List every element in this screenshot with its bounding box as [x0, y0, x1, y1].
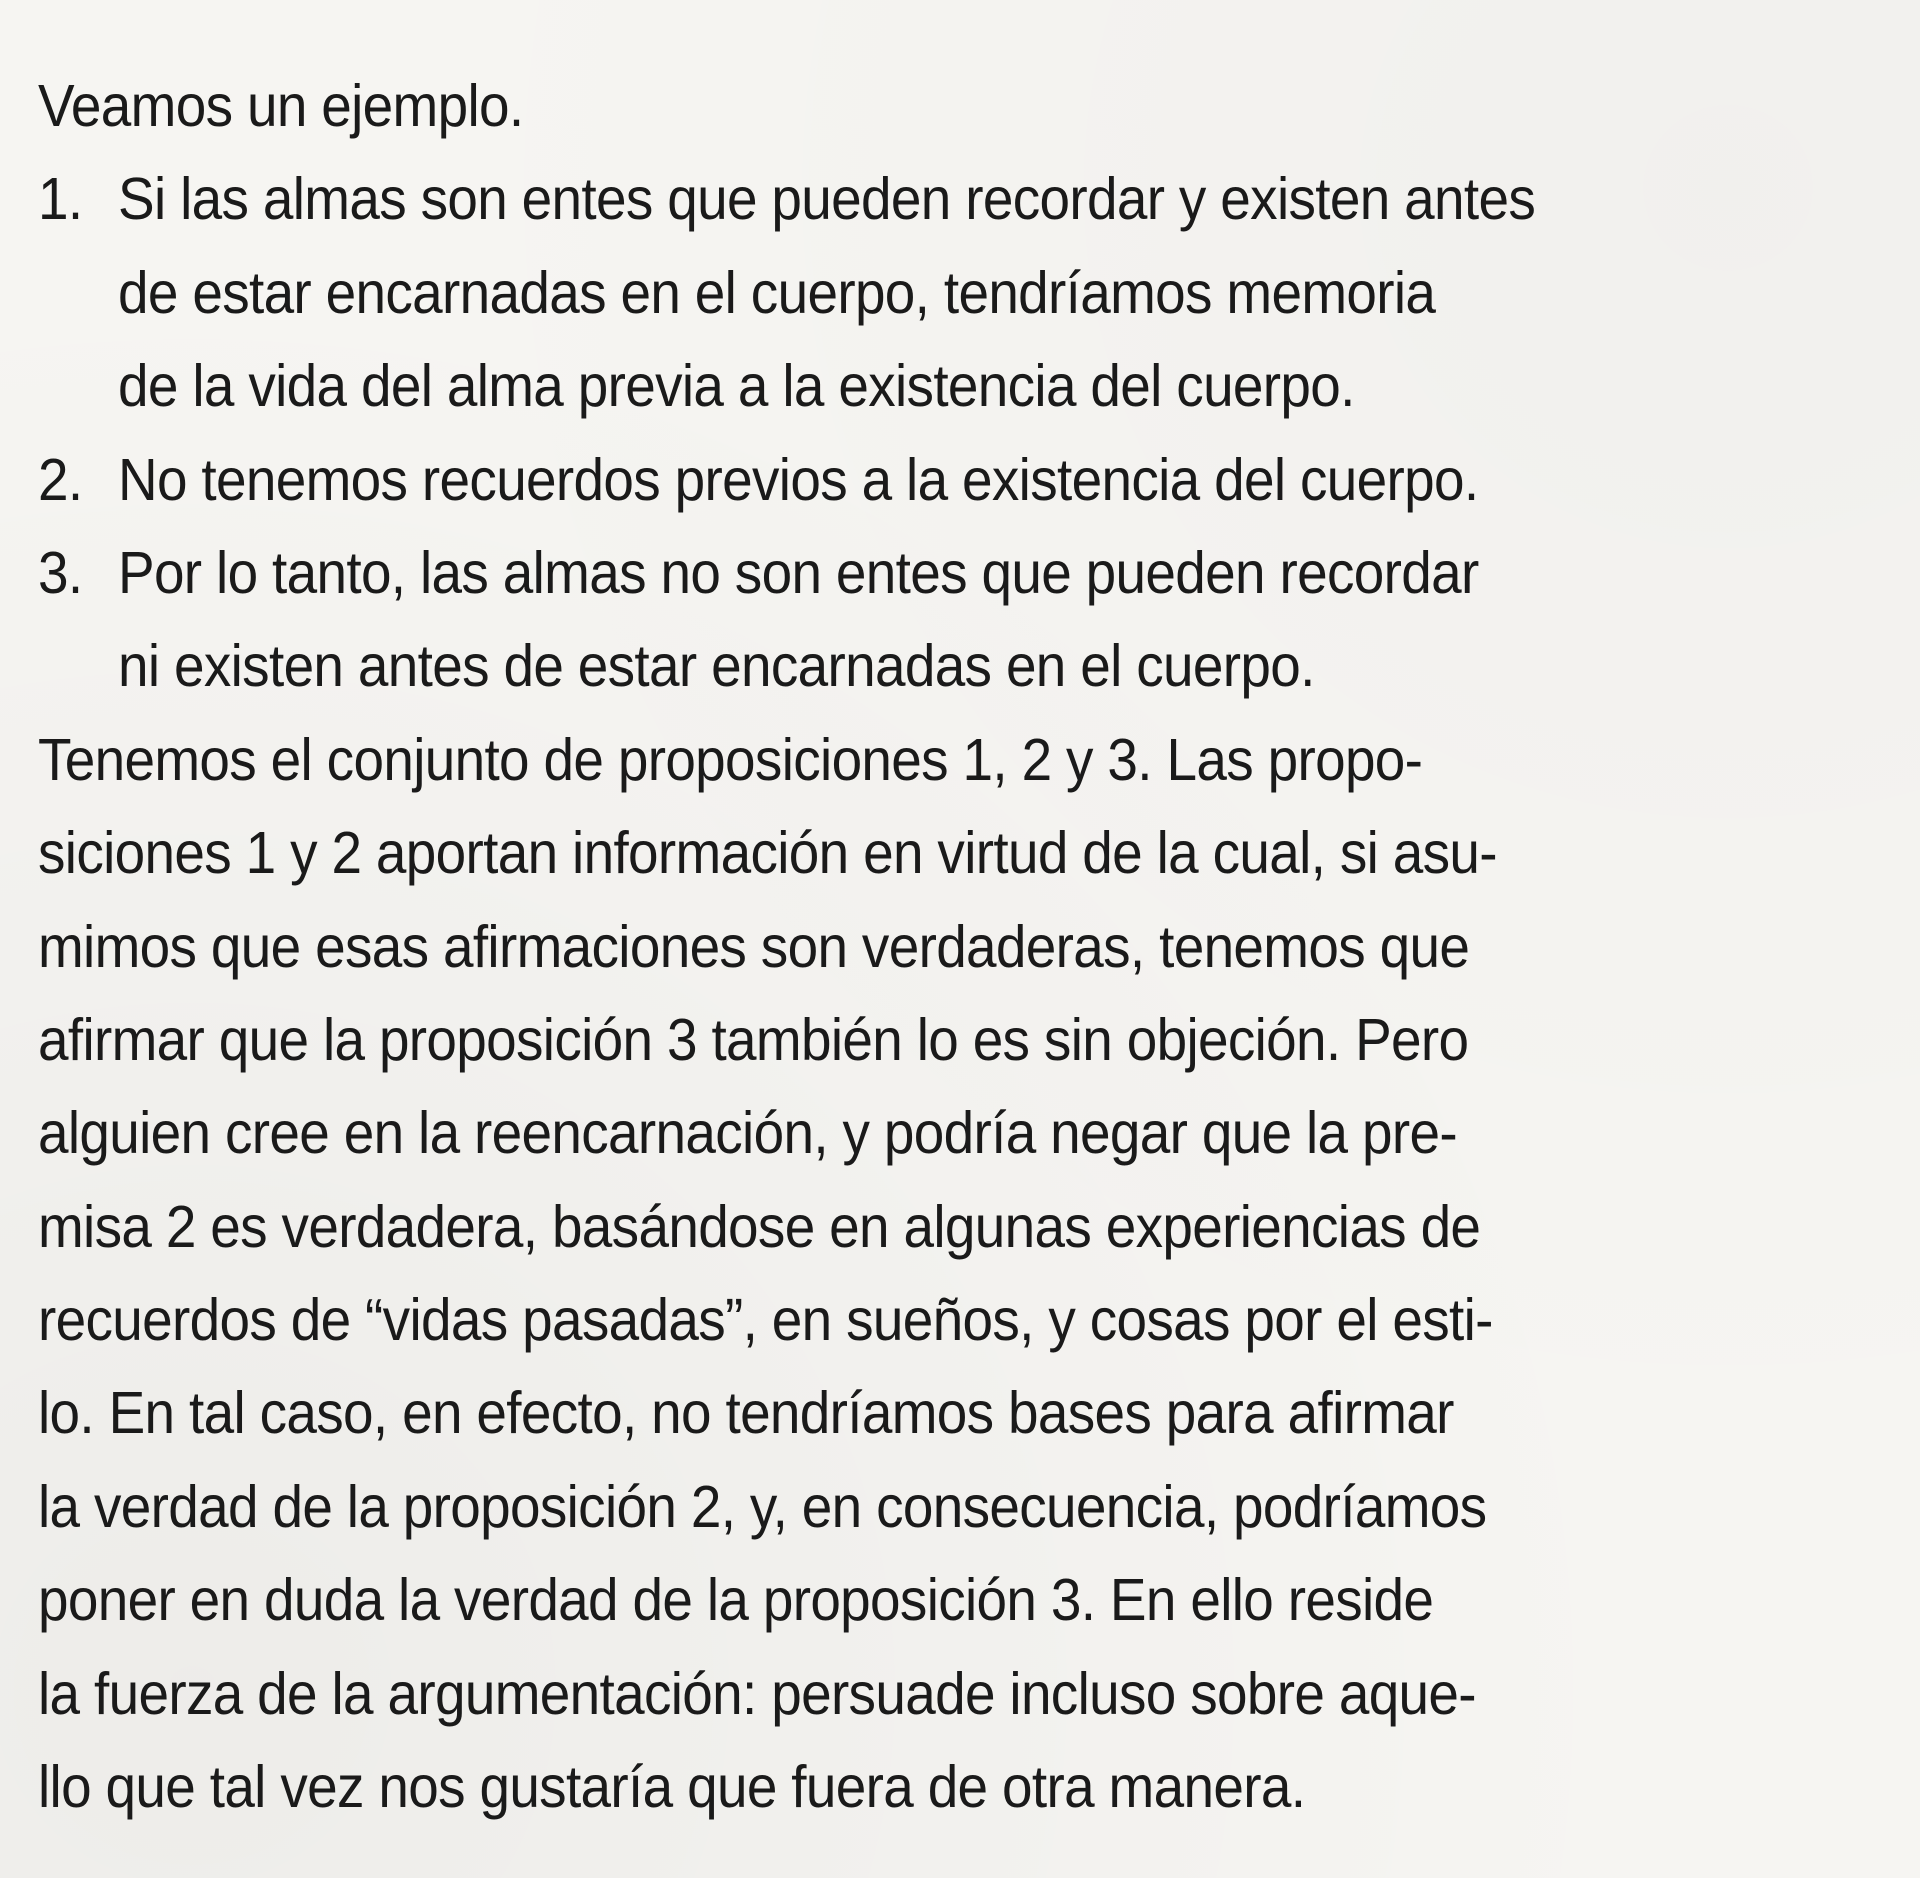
premise-item-2	[38, 434, 1860, 527]
premise-line: Por lo tanto, las almas no son entes que pueden recordar	[118, 539, 1479, 606]
intro-line: Veamos un ejemplo.	[38, 73, 524, 139]
body-paragraph	[38, 714, 1860, 1835]
premise-line: de estar encarnadas en el cuerpo, tendríamos memoria	[118, 259, 1436, 326]
premise-line: Si las almas son entes que pueden recordar y existen antes	[118, 166, 1536, 233]
paragraph-line: alguien cree en la reencarnación, y podría negar que la pre-	[38, 1100, 1457, 1167]
paragraph-line: la verdad de la proposición 2, y, en consecuencia, podríamos	[38, 1473, 1487, 1540]
paragraph-line: recuerdos de “vidas pasadas”, en sueños, y cosas por el esti-	[38, 1287, 1493, 1354]
paragraph-line: llo que tal vez nos gustaría que fuera de otra manera.	[38, 1754, 1306, 1821]
paragraph-line: mimos que esas afirmaciones son verdaderas, tenemos que	[38, 913, 1470, 980]
paragraph-line: Tenemos el conjunto de proposiciones 1, 2 y 3. Las propo-	[38, 726, 1423, 793]
paragraph-line: misa 2 es verdadera, basándose en algunas experiencias de	[38, 1193, 1481, 1260]
premise-line: de la vida del alma previa a la existencia del cuerpo.	[118, 353, 1355, 420]
premise-list	[38, 153, 1860, 713]
paragraph-line: poner en duda la verdad de la proposición 3. En ello reside	[38, 1567, 1434, 1634]
premise-item-1	[38, 153, 1860, 433]
premise-text-3	[118, 527, 1581, 714]
premise-number-2: 2.	[38, 446, 83, 513]
premise-text-1	[118, 153, 1642, 433]
premise-number-1: 1.	[38, 166, 83, 233]
premise-line: No tenemos recuerdos previos a la existencia del cuerpo.	[118, 446, 1479, 513]
paragraph-line: lo. En tal caso, en efecto, no tendríamos bases para afirmar	[38, 1380, 1454, 1447]
paragraph-line: la fuerza de la argumentación: persuade incluso sobre aque-	[38, 1660, 1476, 1727]
premise-text-2	[118, 434, 1581, 527]
premise-line: ni existen antes de estar encarnadas en el cuerpo.	[118, 633, 1315, 700]
premise-number-3: 3.	[38, 539, 83, 606]
paragraph-line: siciones 1 y 2 aportan información en virtud de la cual, si asu-	[38, 820, 1497, 887]
paragraph-line: afirmar que la proposición 3 también lo es sin objeción. Pero	[38, 1006, 1469, 1073]
premise-item-3	[38, 527, 1860, 714]
